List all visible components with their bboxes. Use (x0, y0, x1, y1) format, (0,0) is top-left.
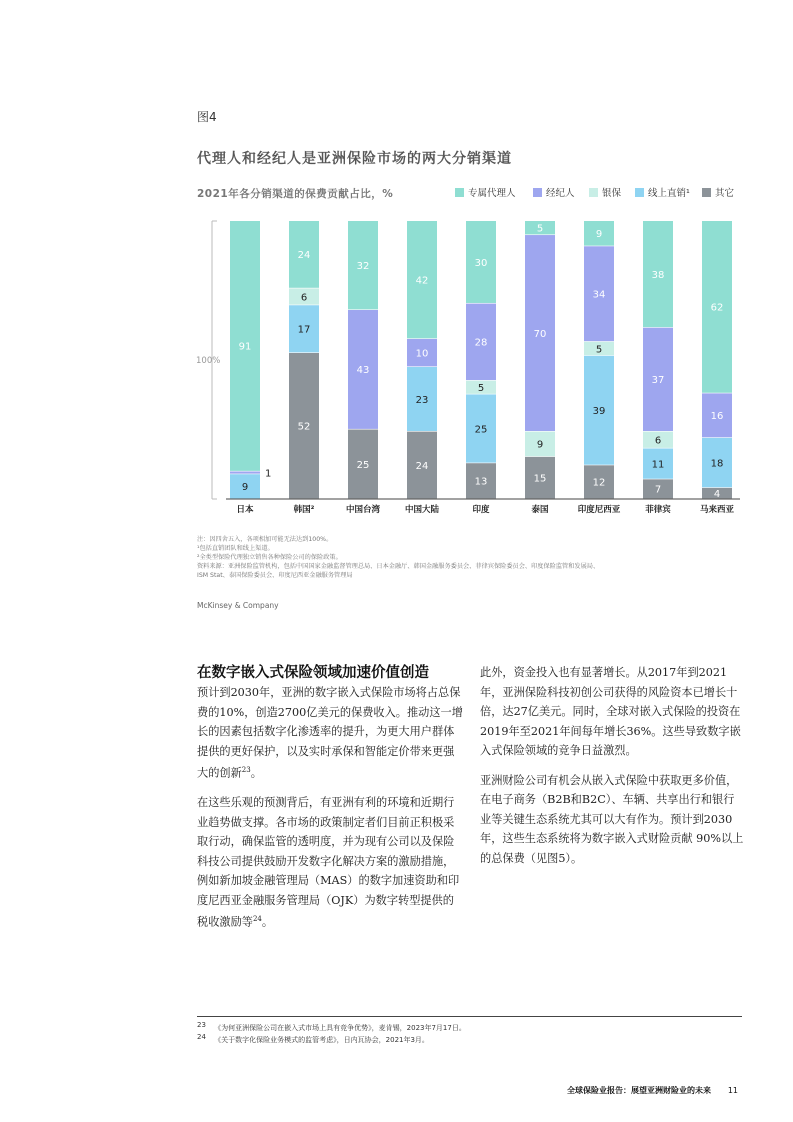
stacked-bar-chart (190, 210, 750, 530)
y-axis-label: 100% (196, 356, 221, 366)
legend-label: 线上直销¹ (648, 188, 690, 199)
data-label: 17 (297, 324, 311, 336)
paragraph-text: 在这些乐观的预测背后，有亚洲有利的环境和近期行业趋势做支撑。各市场的政策制定者们目前正积极采取行动，确保监管的透明度，并为现有公司以及保险科技公司提供鼓励开发数字化解决方案的激励措施，例如新加坡金融管理局（MAS）的数字加速资助和印度尼西亚金融服务管理局（OJK）为数字转型提供的税收激励等 (197, 796, 460, 929)
data-label: 52 (297, 421, 311, 433)
paragraph: 此外，资金投入也有显著增长。从2017年到2021年，亚洲保险科技初创公司获得的风险资本已增长十倍，达27亿美元。同时，全球对嵌入式保险的投资在2019年至2021年间每年增长36%。这些导致数字嵌入式保险领域的竞争日益激烈。 (480, 666, 741, 757)
data-label: 24 (415, 460, 429, 472)
note-line: ²全类型保险代理独立销售各种保险公司的保险政策。 (197, 554, 342, 561)
legend-swatch (702, 188, 711, 197)
data-label: 25 (474, 424, 488, 436)
data-label: 15 (533, 473, 547, 485)
data-label: 10 (415, 348, 429, 360)
data-label: 11 (651, 459, 665, 471)
legend-label: 银保 (602, 188, 622, 199)
data-label: 5 (536, 223, 544, 235)
footnote-24 (197, 1033, 429, 1045)
footnote-23 (197, 1021, 466, 1033)
legend-item-online-direct (635, 185, 690, 199)
data-label: 7 (654, 484, 662, 496)
x-tick-label: 韩国² (293, 505, 315, 515)
data-label: 9 (595, 229, 603, 241)
note-line: 资料来源：亚洲保险监管机构，包括中国国家金融监督管理总局、日本金融厅、韩国金融服务委员会、菲律宾保险委员会、印度保险监管和发展局、 (197, 563, 600, 570)
data-label: 4 (713, 488, 721, 500)
paragraph-end: 。 (250, 766, 262, 780)
page-number: 11 (727, 1086, 738, 1095)
data-label: 18 (710, 458, 724, 470)
legend-label: 经纪人 (546, 188, 575, 199)
x-tick-label: 菲律宾 (645, 505, 671, 515)
paragraph: 亚洲财险公司有机会从嵌入式保险中获取更多价值，在电子商务（B2B和B2C）、车辆、共享出行和银行业等关键生态系统尤其可以大有作为。预计到2030年，这些生态系统将为数字嵌入式财险贡献 90%以上的总保费（见图5）。 (480, 773, 744, 865)
data-label: 25 (356, 459, 370, 471)
data-label: 38 (651, 269, 665, 281)
x-tick-label: 马来西亚 (699, 505, 735, 515)
data-label: 62 (710, 302, 724, 314)
bar-segment (230, 471, 260, 473)
x-tick-label: 中国大陆 (404, 505, 440, 515)
section-heading: 在数字嵌入式保险领域加速价值创造 (197, 665, 429, 681)
data-label: 43 (356, 365, 370, 377)
x-tick-label: 日本 (236, 505, 254, 515)
legend-item-bancassurance (589, 185, 621, 199)
footnote-ref: 23 (241, 766, 251, 774)
footnote-number: 23 (197, 1021, 206, 1029)
article-left-column (197, 663, 465, 942)
article-right-column (480, 663, 745, 878)
x-tick-label: 中国台湾 (345, 505, 381, 515)
data-label: 1 (265, 468, 272, 480)
legend-swatch (455, 188, 464, 197)
paragraph-end: 。 (261, 915, 274, 929)
data-label: 30 (474, 257, 488, 269)
chart-title: 2021年各分销渠道的保费贡献占比，% (197, 188, 394, 200)
paragraph (197, 683, 465, 783)
data-label: 23 (415, 394, 429, 406)
note-line: ISM Stat、泰国保险委员会、印度尼西亚金融服务管理局 (197, 572, 353, 579)
legend-swatch (635, 188, 644, 197)
legend-item-broker (533, 185, 575, 199)
footnote-number: 24 (197, 1033, 206, 1041)
x-tick-label: 印度尼西亚 (577, 505, 621, 515)
data-label: 28 (474, 337, 488, 349)
data-label: 5 (595, 344, 603, 356)
footnote-text: 《关于数字化保险业务模式的监管考虑》，日内瓦协会，2021年3月。 (214, 1036, 429, 1045)
footnote-ref: 24 (252, 915, 262, 924)
chart-notes (197, 535, 742, 580)
data-label: 32 (356, 260, 370, 272)
brand-name: McKinsey & Company (197, 601, 279, 610)
data-label: 42 (415, 275, 429, 287)
data-label: 34 (592, 289, 606, 301)
data-label: 91 (238, 341, 252, 353)
data-label: 6 (654, 435, 662, 447)
legend-swatch (589, 188, 598, 197)
legend-label: 其它 (715, 188, 735, 199)
x-tick-label: 泰国 (531, 505, 549, 515)
data-label: 39 (592, 406, 606, 418)
data-label: 70 (533, 328, 547, 340)
note-line: 注：因四舍五入，各项相加可能无法达到100%。 (197, 536, 333, 543)
note-line: ¹包括直销团队和线上渠道。 (197, 545, 274, 552)
x-tick-label: 印度 (472, 505, 490, 515)
figure-title: 代理人和经纪人是亚洲保险市场的两大分销渠道 (197, 151, 512, 167)
footnote-divider (197, 1016, 742, 1017)
page-footer (567, 1085, 738, 1096)
legend-item-exclusive-agent (455, 185, 516, 199)
data-label: 9 (241, 482, 249, 494)
data-label: 37 (651, 375, 665, 387)
data-label: 9 (536, 439, 544, 451)
data-label: 16 (710, 411, 724, 423)
footer-title: 全球保险业报告：展望亚洲财险业的未来 (567, 1086, 712, 1095)
data-label: 24 (297, 250, 311, 262)
data-label: 12 (592, 477, 606, 489)
legend-label: 专属代理人 (468, 188, 516, 199)
data-label: 5 (477, 383, 485, 395)
data-label: 13 (474, 476, 488, 488)
figure-label: 图4 (197, 110, 217, 124)
paragraph-text: 预计到2030年，亚洲的数字嵌入式保险市场将占总保费的10%，创造2700亿美元的保费收入。推动这一增长的因素包括数字化渗透率的提升，为更大用户群体提供的更好保护，以及实时承保和智能定价带来更强大的创新 (197, 686, 463, 780)
footnote-text: 《为何亚洲保险公司在嵌入式市场上具有竞争优势》，麦肯锡，2023年7月17日。 (214, 1024, 466, 1033)
paragraph (197, 793, 465, 932)
legend-item-other (702, 185, 734, 199)
legend-swatch (533, 188, 542, 197)
data-label: 6 (300, 292, 308, 304)
